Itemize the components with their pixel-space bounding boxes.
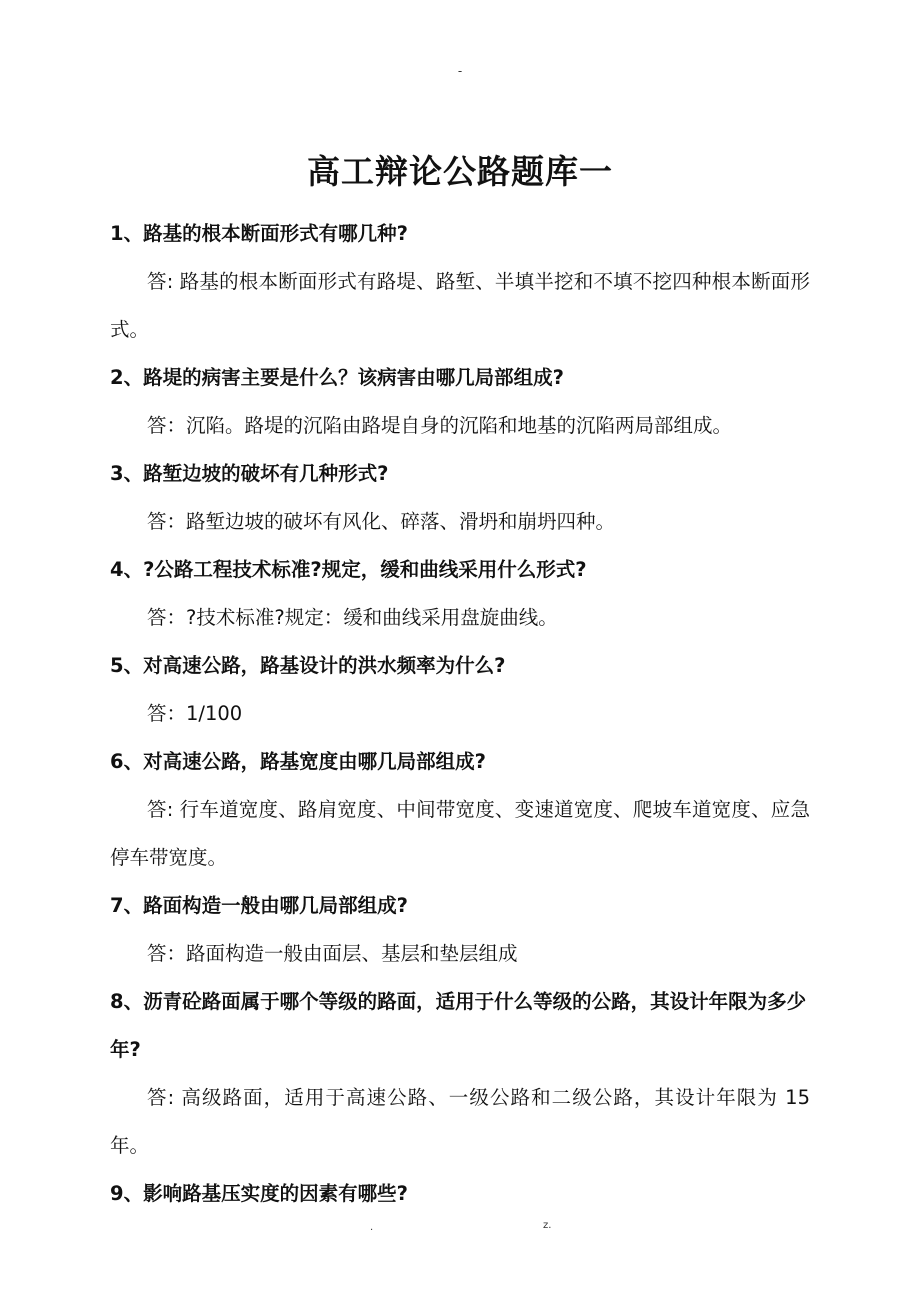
question-9: 9、影响路基压实度的因素有哪些? xyxy=(110,1182,408,1205)
qa-item-4 xyxy=(110,546,810,642)
question-6: 6、对高速公路，路基宽度由哪几局部组成? xyxy=(110,750,486,773)
answer-6: 答: 行车道宽度、路肩宽度、中间带宽度、变速道宽度、爬坡车道宽度、应急停车带宽度。 xyxy=(110,798,810,869)
footer-right-mark: z. xyxy=(543,1220,552,1231)
answer-8: 答: 高级路面，适用于高速公路、一级公路和二级公路，其设计年限为 15 年。 xyxy=(110,1086,810,1157)
qa-item-5 xyxy=(110,642,810,738)
page-title: 高工辩论公路题库一 xyxy=(307,152,613,191)
qa-item-8 xyxy=(110,978,810,1170)
question-8: 8、沥青砼路面属于哪个等级的路面，适用于什么等级的公路，其设计年限为多少年? xyxy=(110,990,807,1061)
answer-3: 答：路堑边坡的破坏有风化、碎落、滑坍和崩坍四种。 xyxy=(147,510,616,533)
answer-5: 答：1/100 xyxy=(147,702,243,725)
answer-2: 答：沉陷。路堤的沉陷由路堤自身的沉陷和地基的沉陷两局部组成。 xyxy=(147,414,733,437)
question-5: 5、对高速公路，路基设计的洪水频率为什么? xyxy=(110,654,506,677)
header-mark: - xyxy=(457,64,463,78)
qa-item-3 xyxy=(110,450,810,546)
question-7: 7、路面构造一般由哪几局部组成? xyxy=(110,894,408,917)
question-3: 3、路堑边坡的破坏有几种形式? xyxy=(110,462,389,485)
footer-left-mark: . xyxy=(370,1222,374,1233)
qa-item-2 xyxy=(110,354,810,450)
question-4: 4、?公路工程技术标准?规定，缓和曲线采用什么形式? xyxy=(110,558,587,581)
qa-item-1 xyxy=(110,210,810,354)
qa-item-9 xyxy=(110,1170,810,1218)
answer-7: 答：路面构造一般由面层、基层和垫层组成 xyxy=(147,942,518,965)
answer-4: 答：?技术标准?规定：缓和曲线采用盘旋曲线。 xyxy=(147,606,558,629)
qa-item-7 xyxy=(110,882,810,978)
question-2: 2、路堤的病害主要是什么？该病害由哪几局部组成? xyxy=(110,366,564,389)
qa-item-6 xyxy=(110,738,810,882)
question-1: 1、路基的根本断面形式有哪几种? xyxy=(110,222,408,245)
answer-1: 答: 路基的根本断面形式有路堤、路堑、半填半挖和不填不挖四种根本断面形式。 xyxy=(110,270,810,341)
qa-list xyxy=(110,210,810,1218)
